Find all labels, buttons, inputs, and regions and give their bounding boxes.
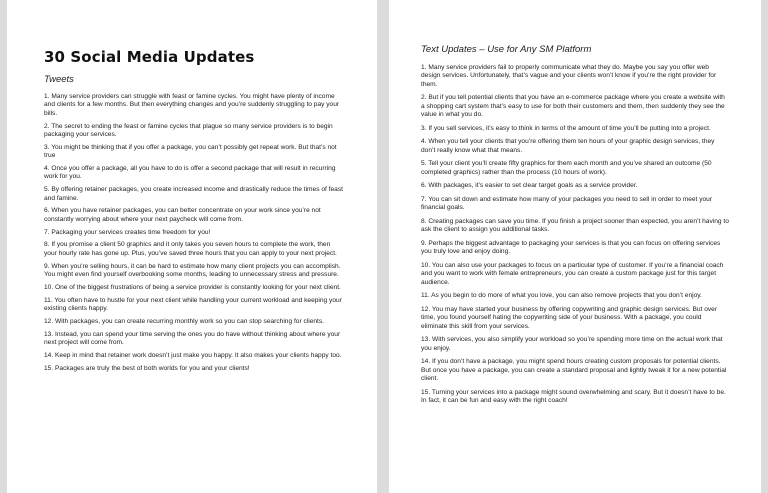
list-item: 10. One of the biggest frustrations of being a service provider is constantly looking for your next client. [44,283,341,291]
list-item: 14. Keep in mind that retainer work doesn’t just make you happy. It also makes your clients happy too. [44,351,342,359]
text-updates-list [421,64,729,406]
list-item: 4. Once you offer a package, all you have to do is offer a second package that will result in recurring work for you. [44,165,336,181]
list-item: 9. When you’re selling hours, it can be hard to estimate how many client projects you can accomplish. You might even find yourself overbooking some months, leading to unnecessary stress and pressure. [44,262,341,279]
list-item: 10. You can also use your packages to focus on a particular type of customer. If you’re a financial coach and you want to work with female entrepreneurs, you can create a custom package just for this target audience. [421,262,724,286]
list-item: 1. Many service providers fail to properly communicate what they do. Maybe you say you offer web design services. Unfortunately, that’s vague and your clients won’t know if you’re the right provider for them. [421,64,717,88]
left-page [7,0,377,493]
list-item: 12. With packages, you can create recurring monthly work so you can stop searching for clients. [44,317,325,325]
list-item: 11. As you begin to do more of what you love, you can also remove projects that you don’t enjoy. [421,292,702,300]
list-item: 7. Packaging your services creates time freedom for you! [44,228,211,236]
list-item: 6. With packages, it’s easier to set clear target goals as a service provider. [421,182,638,190]
section-heading-tweets: Tweets [44,74,74,85]
list-item: 8. Creating packages can save you time. If you finish a project sooner than expected, you aren’t having to ask the client to assign you additional tasks. [421,218,729,234]
list-item: 13. Instead, you can spend your time serving the ones you do have without thinking about where your next project will come from. [44,330,341,347]
list-item: 3. If you sell services, it’s easy to think in terms of the amount of time you’ll be putting into a project. [421,124,711,132]
list-item: 2. The secret to ending the feast or famine cycles that plague so many service providers is to begin packaging your services. [44,122,333,139]
tweets-list [44,93,343,373]
list-item: 5. By offering retainer packages, you create increased income and drastically reduce the times of feast and famine. [44,186,343,202]
list-item: 15. Packages are truly the best of both worlds for you and your clients! [44,364,250,372]
list-item: 14. If you don’t have a package, you might spend hours creating custom proposals for potential clients. But once you have a package, you can create a standard proposal and lightly tweak it for a new potential client. [421,358,727,383]
right-page [389,0,761,493]
list-item: 7. You can sit down and estimate how many of your packages you need to sell in order to meet your financial goals. [421,196,713,212]
list-item: 11. You often have to hustle for your next client while handling your current workload and keeping your existing clients happy. [44,296,342,313]
list-item: 15. Turning your services into a package might sound overwhelming and scary. But it doesn’t have to be. In fact, it can be fun and easy with the right coach! [421,388,726,405]
section-heading-text-updates: Text Updates – Use for Any SM Platform [421,44,592,55]
list-item: 1. Many service providers can struggle with feast or famine cycles. You might have plenty of income and clients for a few months. But then everything changes and you’re suddenly struggling to pay your bills. [44,93,340,117]
list-item: 4. When you tell your clients that you’re offering them ten hours of your graphic design services, they don’t really know what that means. [421,138,715,154]
list-item: 2. But if you tell potential clients that you have an e-commerce package where you create a website with a shopping cart system that’s easy to use for both their customers and them, then suddenly they see the value in what you do. [421,94,725,119]
list-item: 9. Perhaps the biggest advantage to packaging your services is that you can focus on offering services you truly love and enjoy doing. [421,240,721,256]
list-item: 13. With services, you also simplify your workload so you’re spending more time on the actual work that you enjoy. [421,336,723,352]
list-item: 12. You may have started your business by offering copywriting and graphic design services. But over time, you found yourself hating the copywriting side of your business. With a package, you could eliminate this skill from your services. [421,306,718,330]
list-item: 3. You might be thinking that if you offer a package, you can’t possibly get repeat work. But that’s not true [44,143,337,160]
document-title: 30 Social Media Updates [44,48,255,66]
list-item: 8. If you promise a client 50 graphics and it only takes you seven hours to complete the work, then your hourly rate has gone up. Plus, you’ve saved three hours that you can apply to your next project. [44,241,337,257]
list-item: 5. Tell your client you’ll create fifty graphics for them each month and you’ve shared an outcome (50 completed graphics) rather than the process (10 hours of work). [421,160,712,176]
list-item: 6. When you have retainer packages, you can better concentrate on your work since you’re not constantly worrying about where your next paycheck will come from. [44,207,321,223]
